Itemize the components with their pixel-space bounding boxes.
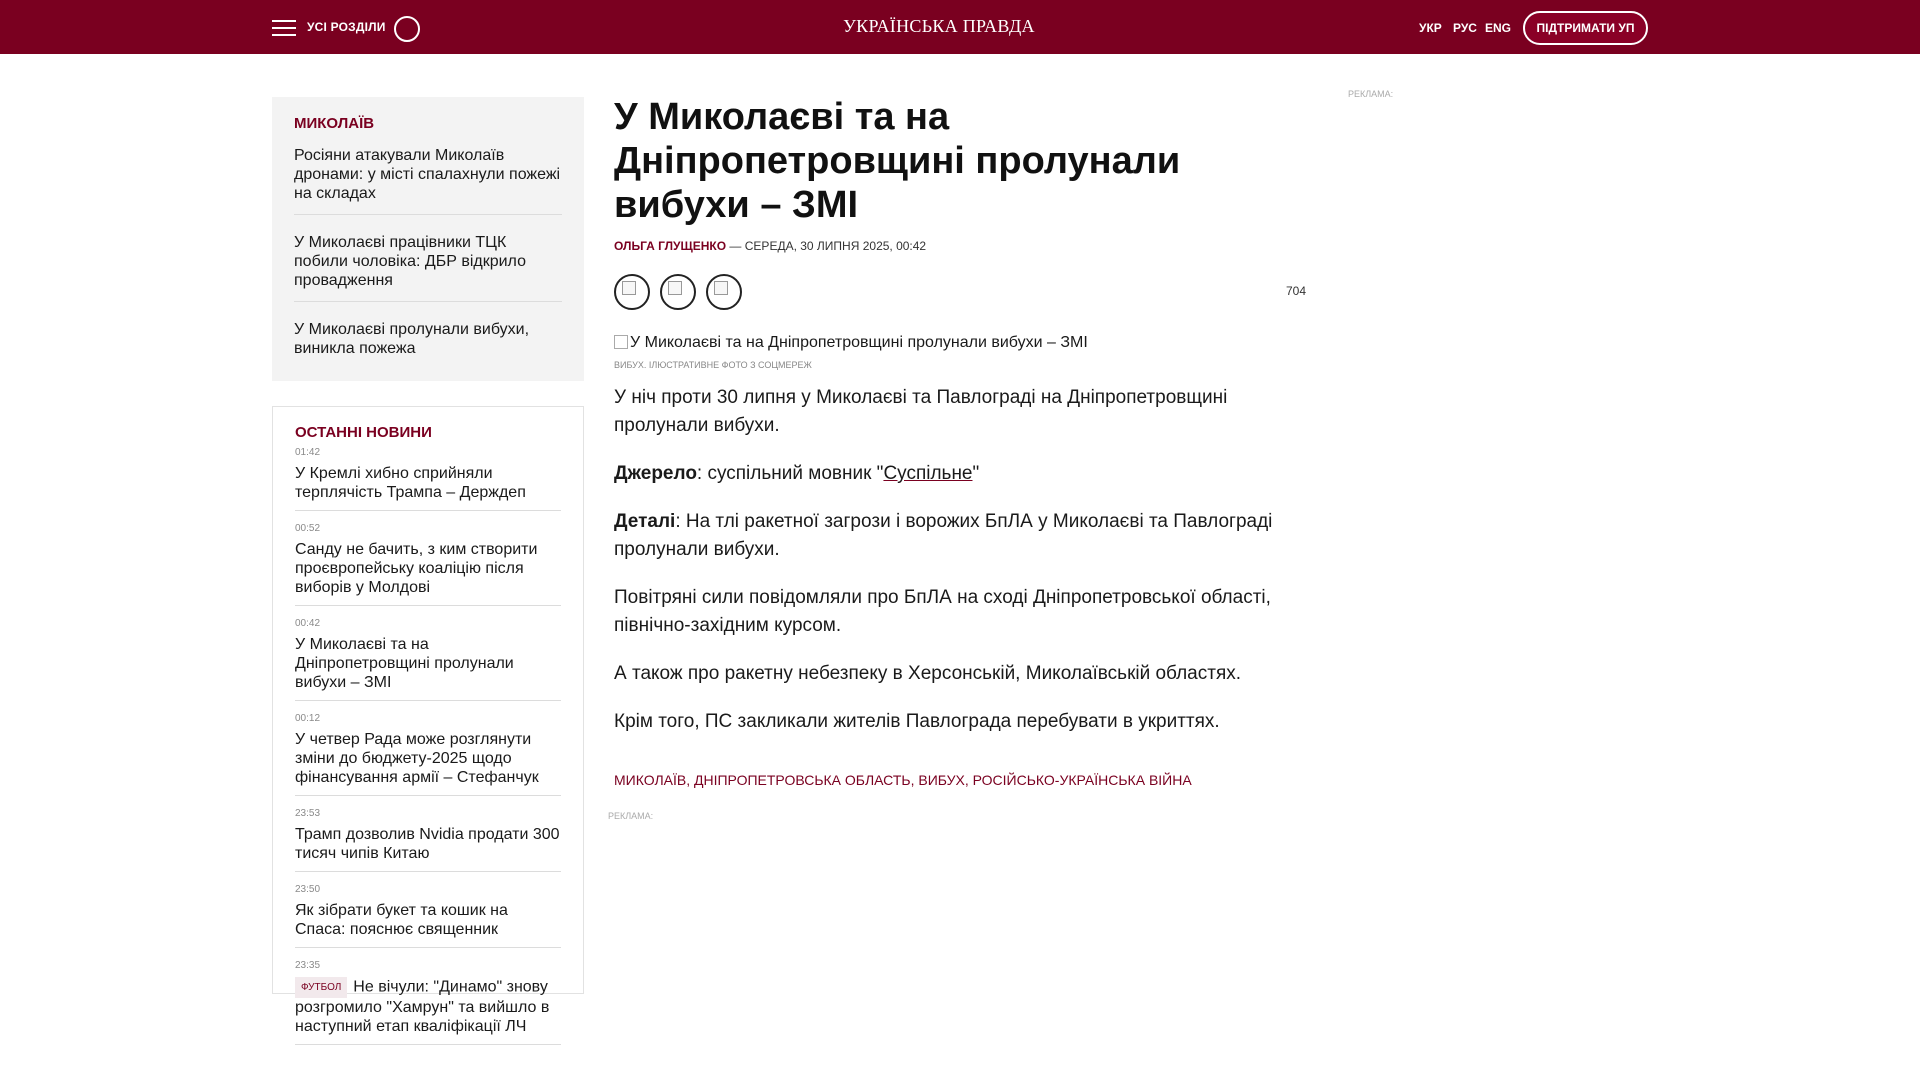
news-title[interactable]: У четвер Рада може розглянути зміни до бюджету-2025 щодо фінансування армії – Стефанчук <box>295 731 539 786</box>
lang-eng[interactable]: ENG <box>1485 21 1512 35</box>
paragraph: У ніч проти 30 липня у Миколаєві та Павлограді на Дніпропетровщині пролунали вибухи. <box>614 387 1228 436</box>
share-telegram-icon[interactable] <box>706 274 742 310</box>
details-label: Деталі <box>614 511 676 532</box>
support-button[interactable]: ПІДТРИМАТИ УП <box>1523 11 1648 45</box>
tag-separator: , <box>686 772 694 788</box>
details-text: : На тлі ракетної загрози і ворожих БпЛА у Миколаєві та Павлограді пролунали вибухи. <box>614 511 1273 560</box>
news-title[interactable]: Трамп дозволив Nvidia продати 300 тисяч чипів Китаю <box>295 826 560 862</box>
tag-separator: , <box>910 772 919 788</box>
latest-news-item[interactable] <box>295 618 561 701</box>
news-time: 00:12 <box>295 713 321 724</box>
news-time: 01:42 <box>295 447 321 458</box>
paragraph: Повітряні сили повідомляли про БпЛА на сході Дніпропетровської області, північно-західним курсом. <box>614 587 1271 636</box>
share-facebook-icon[interactable] <box>614 274 650 310</box>
latest-news-item[interactable] <box>295 960 561 1045</box>
source-end: " <box>972 463 980 484</box>
latest-news-item[interactable] <box>295 523 561 606</box>
paragraph: Крім того, ПС закликали жителів Павлограда перебувати в укриттях. <box>614 711 1220 732</box>
all-sections-link[interactable]: УСІ РОЗДІЛИ <box>307 20 386 34</box>
local-news-item[interactable]: Росіяни атакували Миколаїв дронами: у місті спалахнули пожежі на складах <box>294 146 562 215</box>
ad-label: РЕКЛАМА: <box>608 811 654 821</box>
lang-rus[interactable]: РУС <box>1453 21 1477 35</box>
news-title-text[interactable]: Не вічули: "Динамо" знову розгромило "Хамрун" та вийшло в наступний етап кваліфікації ЛЧ <box>295 978 550 1035</box>
author-link[interactable]: ОЛЬГА ГЛУЩЕНКО <box>614 239 727 253</box>
source-text: : суспільний мовник " <box>696 463 884 484</box>
lang-ukr[interactable]: УКР <box>1419 21 1442 35</box>
tag-link[interactable]: ДНІПРОПЕТРОВСЬКА ОБЛАСТЬ <box>694 772 911 788</box>
local-news-title[interactable]: МИКОЛАЇВ <box>294 115 375 132</box>
source-link[interactable]: Суспільне <box>883 463 973 484</box>
byline-separator: — <box>729 239 742 253</box>
article-tags <box>614 772 1192 788</box>
tag-separator: , <box>964 772 973 788</box>
site-logo[interactable]: УКРАЇНСЬКА ПРАВДА <box>843 16 1035 36</box>
news-title[interactable]: Як зібрати букет та кошик на Спаса: пояснює священник <box>295 902 508 938</box>
broken-image-icon <box>714 281 728 295</box>
article-body <box>614 384 1314 756</box>
latest-news-item[interactable] <box>295 808 561 872</box>
publish-date: СЕРЕДА, 30 ЛИПНЯ 2025, 00:42 <box>744 239 927 253</box>
local-news-item[interactable]: У Миколаєві працівники ТЦК побили чоловіка: ДБР відкрило провадження <box>294 233 562 302</box>
paragraph-details <box>614 508 1314 564</box>
latest-news-item[interactable] <box>295 713 561 796</box>
news-time: 23:35 <box>295 960 321 971</box>
paragraph-source <box>614 460 1314 488</box>
source-label: Джерело <box>614 463 697 484</box>
latest-news-box <box>272 406 584 1035</box>
tag-link[interactable]: МИКОЛАЇВ <box>614 772 687 788</box>
paragraph: А також про ракетну небезпеку в Херсонській, Миколаївській областях. <box>614 663 1242 684</box>
broken-image-icon <box>622 281 636 295</box>
local-news-item[interactable]: У Миколаєві пролунали вибухи, виникла пожежа <box>294 321 530 357</box>
news-time: 23:53 <box>295 808 321 819</box>
tag-link[interactable]: РОСІЙСЬКО-УКРАЇНСЬКА ВІЙНА <box>972 772 1192 788</box>
ad-label: РЕКЛАМА: <box>1348 89 1394 99</box>
image-alt-text: У Миколаєві та на Дніпропетровщині пролунали вибухи – ЗМІ <box>630 334 1088 351</box>
image-caption: ВИБУХ. ІЛЮСТРАТИВНЕ ФОТО З СОЦМЕРЕЖ <box>614 360 812 370</box>
share-twitter-icon[interactable] <box>660 274 696 310</box>
news-time: 00:42 <box>295 618 321 629</box>
article-title: У Миколаєві та на Дніпропетровщині пролунали вибухи – ЗМІ <box>614 96 1181 226</box>
tag-link[interactable]: ВИБУХ <box>918 772 965 788</box>
news-time: 00:52 <box>295 523 321 534</box>
news-title[interactable] <box>295 977 561 1036</box>
broken-image-icon <box>614 335 628 349</box>
category-badge[interactable]: ФУТБОЛ <box>295 977 347 998</box>
latest-news-title[interactable]: ОСТАННІ НОВИНИ <box>295 424 432 441</box>
byline <box>614 239 926 253</box>
broken-image-icon <box>668 281 682 295</box>
view-count: 704 <box>1286 284 1307 298</box>
article-image <box>614 334 1088 352</box>
local-news-box <box>272 97 584 381</box>
top-bar <box>0 0 1920 54</box>
news-time: 23:50 <box>295 884 321 895</box>
news-title[interactable]: Санду не бачить, з ким створити проєвропейську коаліцію після виборів у Молдові <box>295 541 538 596</box>
news-title[interactable]: У Кремлі хибно сприйняли терплячість Трампа – Держдеп <box>295 465 526 501</box>
news-title[interactable]: У Миколаєві та на Дніпропетровщині пролунали вибухи – ЗМІ <box>295 636 514 691</box>
latest-news-item[interactable] <box>295 447 561 511</box>
latest-news-item[interactable] <box>295 884 561 948</box>
